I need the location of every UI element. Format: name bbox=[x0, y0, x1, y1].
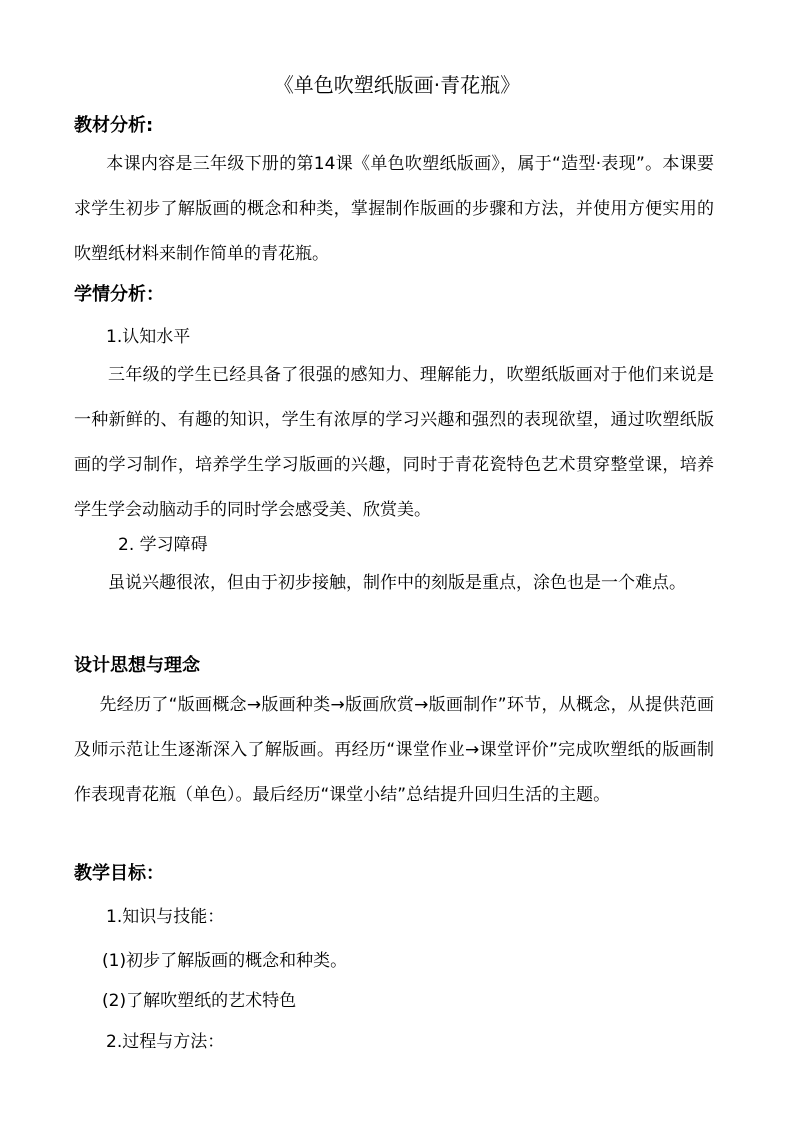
subitem-concept-types: (1)初步了解版画的概念和种类。 bbox=[102, 951, 348, 971]
item-process-method: 2.过程与方法： bbox=[106, 1032, 225, 1052]
heading-student-analysis: 学情分析： bbox=[74, 284, 164, 305]
paragraph-cognitive-level: 三年级的学生已经具备了很强的感知力、理解能力，吹塑纸版画对于他们来说是一种新鲜的、有趣的知识，学生有浓厚的学习兴趣和强烈的表现欲望，通过吹塑纸版画的学习制作，培养学生学习版画的兴趣，同时于青花瓷特色艺术贯穿整堂课，培养学生学会动脑动手的同时学会感受美、欣赏美。 bbox=[74, 365, 714, 520]
item-cognitive-level: 1.认知水平 bbox=[106, 327, 191, 347]
paragraph-material-analysis: 本课内容是三年级下册的第14课《单色吹塑纸版画》，属于“造型·表现”。本课要求学生初步了解版画的概念和种类，掌握制作版画的步骤和方法，并使用方便实用的吹塑纸材料来制作简单的青花瓶。 bbox=[74, 154, 714, 264]
item-knowledge-skills: 1.知识与技能： bbox=[106, 907, 225, 927]
paragraph-design-concept: 先经历了“版画概念→版画种类→版画欣赏→版画制作”环节，从概念，从提供范画及师示范让生逐渐深入了解版画。再经历“课堂作业→课堂评价”完成吹塑纸的版画制作表现青花瓶（单色）。最后经历“课堂小结”总结提升回归生活的主题。 bbox=[74, 695, 714, 805]
subitem-art-features: (2)了解吹塑纸的艺术特色 bbox=[102, 991, 297, 1011]
item-learning-obstacle: 2. 学习障碍 bbox=[118, 535, 208, 555]
document-title: 《单色吹塑纸版画·青花瓶》 bbox=[273, 73, 521, 97]
heading-material-analysis: 教材分析: bbox=[74, 115, 154, 136]
paragraph-learning-obstacle: 虽说兴趣很浓，但由于初步接触，制作中的刻版是重点，涂色也是一个难点。 bbox=[108, 573, 686, 593]
heading-design-concept: 设计思想与理念 bbox=[74, 655, 200, 676]
heading-teaching-goals: 教学目标： bbox=[74, 863, 164, 884]
